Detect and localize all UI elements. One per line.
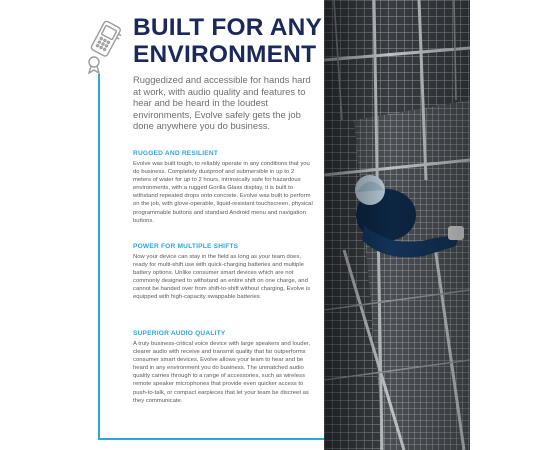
section-body: Now your device can stay in the field as long as your team does, ready for multi-shift use with quick-charging batteries and multiple battery options. Unlike consumer smart devices which are not commonly designed to withstand an entire shift on one charge, and cannot be handed over from shift-to-shift without charging, Evolve is equipped with high-capacity swappable batteries. — [133, 254, 311, 301]
worker-on-steel-stairs-photo — [324, 0, 470, 450]
intro-paragraph: Ruggedized and accessible for hands hard at work, with audio quality and features to hear and be heard in the loudest environments, Evolve safely gets the job done anywhere you do business. — [133, 74, 311, 132]
page-title — [133, 14, 323, 68]
section-power — [133, 243, 313, 302]
section-audio — [133, 330, 313, 405]
section-heading: RUGGED AND RESILIENT — [133, 150, 219, 157]
section-rugged — [133, 150, 313, 225]
section-heading: POWER FOR MULTIPLE SHIFTS — [133, 243, 239, 250]
section-heading: SUPERIOR AUDIO QUALITY — [133, 330, 226, 337]
section-body: A truly business-critical voice device with large speakers and louder, clearer audio with receive and transmit quality that far outperforms consumer smart devices, Evolve allows your team to hear and be heard in any environment you do business. The unmatched audio quality carries through to a range of accessories, such as wireless remote speaker microphones that provide even quicker access to push-to-talk, or compact earpieces that let your team be discreet as they communicate. — [133, 341, 311, 404]
rugged-device-icon — [82, 18, 124, 74]
section-body: Evolve was built tough, to reliably operate in any conditions that you do business. Completely dustproof and submersible in up to 2 meters of water for up to 2 hours, intrinsically safe for hazardous environments, with a rugged Gorilla Glass display, it is built to withstand repeated drops onto concrete. Evolve was built to perform on the job, with glove-operable, liquid-resistant touchscreen, physical programmable buttons and standard Android menu and navigation buttons. — [133, 161, 313, 224]
title-line-1: BUILT FOR ANY — [133, 14, 323, 41]
title-line-2: ENVIRONMENT — [133, 41, 317, 68]
